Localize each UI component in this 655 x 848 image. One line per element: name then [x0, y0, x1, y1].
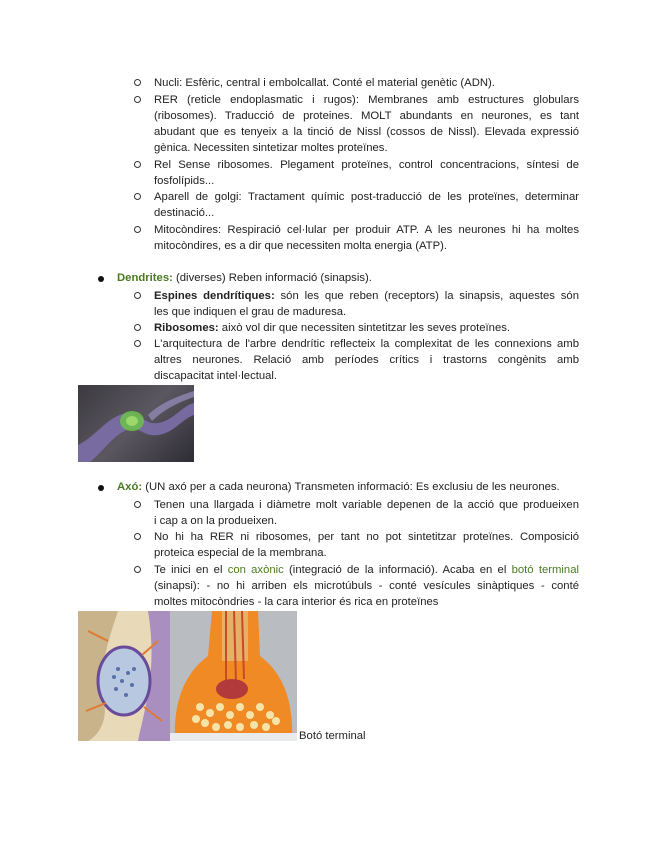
organelle-rer-line4: gènica. Necessiten sintetizar moltes proteïnes.	[154, 142, 388, 154]
hollow-bullet-icon	[134, 96, 141, 103]
axo-inici-line2: (sinapsi): - no hi arriben els microtúbuls - conté vesícules sinàptiques - conté	[154, 580, 579, 592]
axo-llargada-line1: Tenen una llargada i diàmetre molt variable depenen de la acció que produeixen	[154, 499, 579, 511]
axo-rer-line1: No hi ha RER ni ribosomes, per tant no pot sintetitzar proteïnes. Composició	[154, 531, 579, 543]
espines-label: Espines dendrítiques:	[154, 290, 275, 302]
dendrites-title-rest: (diverses) Reben informació (sinapsis).	[172, 272, 372, 284]
organelle-golgi-line1: Aparell de golgi: Tractament químic post-traducció de les proteïnes, determinar	[154, 191, 579, 203]
arquitectura-line2: altres neurones. Relació amb períodes crítics i trastorns congènits amb	[154, 354, 579, 366]
axo-llargada-line2: i cap a on la produeixen.	[154, 515, 278, 527]
synapse-illustration-image	[78, 611, 170, 741]
dendrites-heading	[117, 271, 372, 285]
axo-inici-line3: moltes mitocòndries - la cara interior és rica en proteïnes	[154, 596, 439, 608]
ribosomes-label: Ribosomes:	[154, 322, 219, 334]
hollow-bullet-icon	[134, 324, 141, 331]
bouton-model-image	[170, 611, 297, 741]
axo-title-rest: (UN axó per a cada neurona) Transmeten informació: Es exclusiu de les neurones.	[142, 481, 560, 493]
ribosomes-line	[154, 321, 510, 335]
figure-caption: Botó terminal	[299, 730, 366, 742]
organelle-rer-line3: abudant que es tenyeix a la tinció de Nissl (cossos de Nissl). Elevada expressió	[154, 126, 579, 138]
axo-rer-line2: proteica especial de la membrana.	[154, 547, 327, 559]
axo-title: Axó:	[117, 481, 143, 493]
organelle-golgi-line2: destinació...	[154, 207, 215, 219]
hollow-bullet-icon	[134, 226, 141, 233]
solid-bullet-icon	[98, 485, 104, 491]
organelle-mito-line2: mitocòndires, es a dir que necessiten molta energia (ATP).	[154, 240, 448, 252]
arquitectura-line1: L'arquitectura de l'arbre dendrític reflecteix la complexitat de les connexions amb	[154, 338, 579, 350]
axo-inici-pre: Te inici en el	[154, 564, 228, 576]
hollow-bullet-icon	[134, 340, 141, 347]
hollow-bullet-icon	[134, 501, 141, 508]
hollow-bullet-icon	[134, 79, 141, 86]
hollow-bullet-icon	[134, 161, 141, 168]
organelle-nucli: Nucli: Esfèric, central i embolcallat. Conté el material genètic (ADN).	[154, 77, 495, 89]
espines-text: són les que reben (receptors) la sinapsis, aquestes són	[274, 290, 579, 302]
hollow-bullet-icon	[134, 292, 141, 299]
solid-bullet-icon	[98, 276, 104, 282]
hollow-bullet-icon	[134, 566, 141, 573]
organelle-mito-line1: Mitocòndires: Respiració cel·lular per produir ATP. A les neurones hi ha moltes	[154, 224, 579, 236]
dendrites-title: Dendrites:	[117, 272, 173, 284]
organelle-rel-line1: Rel Sense ribosomes. Plegament proteïnes, control concentracions, síntesi de	[154, 159, 579, 171]
organelle-rer-line2: (ribosomes). Traducció de proteines. MOLT abundants en neurones, es tant	[154, 110, 579, 122]
hollow-bullet-icon	[134, 533, 141, 540]
ribosomes-text: això vol dir que necessiten sintetitzar les seves proteïnes.	[218, 322, 511, 334]
organelle-rel-line2: fosfolípids...	[154, 175, 215, 187]
organelle-rer-line1: RER (reticle endoplasmatic i rugos): Membranes amb estructures globulars	[154, 94, 579, 106]
boto-terminal-term: botó terminal	[511, 564, 579, 576]
espines-line2: les que indiquen el grau de maduresa.	[154, 306, 347, 318]
con-axonic-term: con axònic	[227, 564, 284, 576]
dendritic-spine-image	[78, 385, 194, 462]
axo-inici-line1	[154, 563, 579, 577]
axo-inici-mid: (integració de la informació). Acaba en el	[283, 564, 512, 576]
espines-line1	[154, 289, 579, 303]
hollow-bullet-icon	[134, 193, 141, 200]
arquitectura-line3: discapacitat intel·lectual.	[154, 370, 278, 382]
axo-heading	[117, 480, 560, 494]
